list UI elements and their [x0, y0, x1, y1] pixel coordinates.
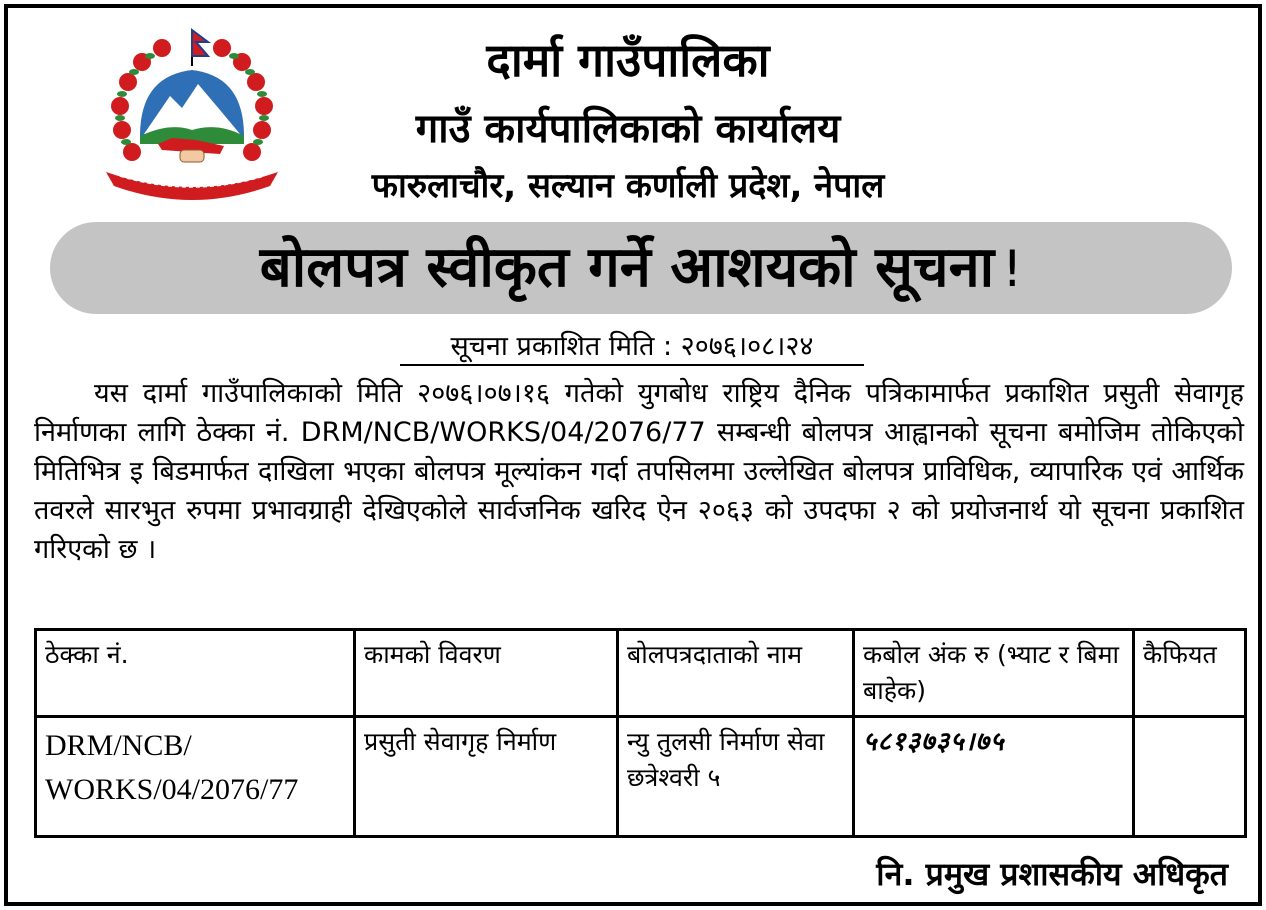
header-remarks: कैफियत — [1134, 630, 1246, 717]
cell-bidder-name: न्यु तुलसी निर्माण सेवा छत्रेश्वरी ५ — [618, 717, 854, 837]
cell-bid-amount — [854, 717, 1134, 837]
notice-title-banner — [50, 222, 1232, 314]
header-bidder-name: बोलपत्रदाताको नाम — [618, 630, 854, 717]
municipality-title: दार्मा गाउँपालिका — [486, 33, 770, 87]
cell-remarks — [1134, 717, 1246, 837]
notice-body-text: यस दार्मा गाउँपालिकाको मिति २०७६।०७।१६ गतेको युगबोध राष्ट्रिय दैनिक पत्रिकामार्फत प्रकाशित प्रसुती सेवागृह निर्माणका लागि ठेक्का नं. DRM/NCB/WORKS/04/2076/77 सम्बन्धी बोलपत्र आह्वानको सूचना बमोजिम तोकिएको मितिभित्र इ बिडमार्फत दाखिला भएका बोलपत्र मूल्यांकन गर्दा तपसिलमा उल्लेखित बोलपत्र प्राविधिक, व्यापारिक एवं आर्थिक तवरले सारभुत रुपमा प्रभावग्राही देखिएकोले सार्वजनिक खरिद ऐन २०६३ को उपदफा २ को प्रयोजनार्थ यो सूचना प्रकाशित गरिएको छ । — [34, 378, 1244, 565]
office-title: गाउँ कार्यपालिकाको कार्यालय — [415, 106, 841, 152]
signatory-title: नि. प्रमुख प्रशासकीय अधिकृत — [876, 855, 1228, 893]
notice-title — [50, 222, 1232, 314]
table-row — [36, 717, 1246, 837]
notice-body — [34, 374, 1244, 569]
notice-title-exclaim: ! — [1002, 240, 1023, 298]
cell-work-description: प्रसुती सेवागृह निर्माण — [355, 717, 618, 837]
bid-table — [34, 628, 1247, 838]
header-contract-no: ठेक्का नं. — [36, 630, 355, 717]
notice-page — [4, 4, 1262, 906]
office-address: फारुलाचौर, सल्यान कर्णाली प्रदेश, नेपाल — [371, 166, 885, 206]
bid-amount-value: ५८१३७३५।७५ — [863, 727, 1005, 757]
cell-contract-no: DRM/NCB/ WORKS/04/2076/77 — [36, 717, 355, 837]
header-work-description: कामको विवरण — [355, 630, 618, 717]
published-date: सूचना प्रकाशित मिति : २०७६।०८।२४ — [400, 330, 864, 366]
table-header-row — [36, 630, 1246, 717]
nepal-government-emblem-icon — [100, 26, 284, 202]
notice-title-text: बोलपत्र स्वीकृत गर्ने आशयको सूचना — [259, 235, 995, 300]
header-bid-amount: कबोल अंक रु (भ्याट र बिमा बाहेक) — [854, 630, 1134, 717]
